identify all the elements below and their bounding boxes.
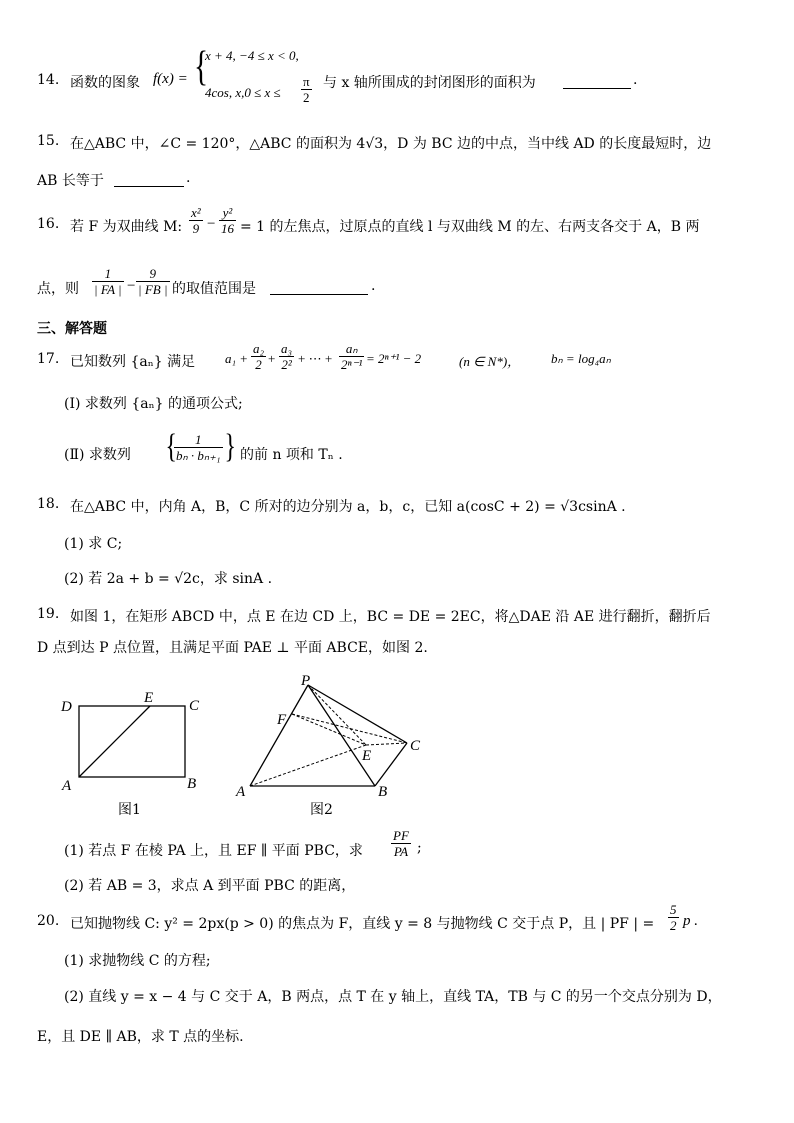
q14-fx: f(x) = xyxy=(153,71,188,87)
q17-part2a: (Ⅱ) 求数列 xyxy=(64,447,131,463)
q16-text-a: 若 F 为双曲线 M: xyxy=(70,219,183,235)
q17-dots: + ⋯ + xyxy=(298,351,333,366)
q19-line1: 如图 1，在矩形 ABCD 中，点 E 在边 CD 上，BC = DE = 2EC，将△DAE 沿 AE 进行翻折，翻折后 xyxy=(70,609,711,625)
q14-pi: π xyxy=(303,74,310,89)
q17-one: 1 xyxy=(174,432,223,448)
q19-part1-end: ; xyxy=(417,840,422,856)
q14-case2: 4cos, x,0 ≤ x ≤ xyxy=(205,85,281,100)
q16-n9: 9 xyxy=(136,266,170,282)
q17-f1: a₁ + xyxy=(225,351,249,366)
q17-n2: a₂ xyxy=(253,341,265,356)
q19-pa: PA xyxy=(393,844,409,859)
q20-frac-5-2 xyxy=(668,902,679,933)
q16-d16: 16 xyxy=(221,221,234,236)
q17-d2: 2 xyxy=(255,357,262,372)
q20-number: 20. xyxy=(37,913,60,929)
q15-end: . xyxy=(186,170,191,186)
q20-two: 2 xyxy=(670,918,677,933)
fig2-edge-bc xyxy=(375,743,407,786)
q18-part2: (2) 若 2a + b = √2c，求 sinA . xyxy=(64,571,273,587)
q17-rhs: = 2ⁿ⁺¹ − 2 xyxy=(366,351,422,366)
fig1-segment-ae xyxy=(79,706,150,777)
q20-five: 5 xyxy=(670,902,677,917)
q14-brace: { xyxy=(194,44,209,90)
q14-number: 14. xyxy=(37,72,60,88)
figure-2 xyxy=(230,670,430,822)
fig1-label-b: B xyxy=(187,776,197,792)
q16-end: . xyxy=(371,278,376,294)
q17-d3: 2² xyxy=(281,357,292,372)
q19-line2: D 点到达 P 点位置，且满足平面 PAE ⊥ 平面 ABCE，如图 2. xyxy=(37,640,428,656)
q20-part2-cont: E，且 DE ∥ AB，求 T 点的坐标. xyxy=(37,1029,244,1045)
fig2-edge-ae xyxy=(250,745,366,786)
q16-text-b: = 1 的左焦点，过原点的直线 l 与双曲线 M 的左、右两支各交于 A，B 两 xyxy=(240,219,700,235)
q16-text-d: 的取值范围是 xyxy=(172,281,256,297)
q19-frac-pf-pa xyxy=(391,828,411,859)
q20-text-a: 已知抛物线 C: y² = 2px(p > 0) 的焦点为 F，直线 y = 8 与抛物线 C 交于点 P，且 | PF | = xyxy=(70,916,655,932)
q17-n3: a₃ xyxy=(281,341,293,356)
q16-frac-y xyxy=(219,205,236,236)
fig1-label-a: A xyxy=(62,778,72,794)
fig1-label-e: E xyxy=(144,690,154,706)
q14-case1: x + 4, −4 ≤ x < 0, xyxy=(205,48,299,63)
q17-frac-an xyxy=(339,341,364,372)
fig2-edge-fe xyxy=(292,714,366,745)
q17-nn: aₙ xyxy=(339,341,364,357)
q17-frac-a2 xyxy=(251,341,266,372)
q16-answer-blank[interactable] xyxy=(270,280,368,295)
q16-frac-fa xyxy=(92,266,124,297)
q17-part1: (Ⅰ) 求数列 {aₙ} 的通项公式; xyxy=(64,396,243,412)
q14-pi-frac xyxy=(301,74,312,105)
q15-number: 15. xyxy=(37,133,60,149)
fig2-label-e: E xyxy=(362,748,372,764)
q19-part1: (1) 若点 F 在棱 PA 上，且 EF ∥ 平面 PBC，求 xyxy=(64,843,363,859)
q17-rbrace: } xyxy=(224,428,236,465)
fig2-edge-ec xyxy=(366,743,407,745)
q17-frac-bn xyxy=(174,432,223,463)
q14-text-post: 与 x 轴所围成的封闭图形的面积为 xyxy=(323,75,536,91)
q20-text-b: p . xyxy=(683,913,698,929)
q16-d9: 9 xyxy=(192,221,200,236)
fig2-edge-pe xyxy=(308,685,366,745)
fig2-edge-pb xyxy=(308,685,375,786)
q15-line1: 在△ABC 中，∠C = 120°，△ABC 的面积为 4√3，D 为 BC 边的中点，当中线 AD 的长度最短时，边 xyxy=(70,136,712,152)
fig1-label-d: D xyxy=(61,699,72,715)
q15-line2: AB 长等于 xyxy=(37,173,104,189)
q18-number: 18. xyxy=(37,496,60,512)
fig1-rectangle xyxy=(79,706,185,777)
q16-frac-fb xyxy=(136,266,170,297)
q17-dn: 2ⁿ⁻¹ xyxy=(341,357,363,372)
q17-lbrace: { xyxy=(165,428,177,465)
q18-text: 在△ABC 中，内角 A，B，C 所对的边分别为 a，b，c，已知 a(cosC + 2) = √3csinA . xyxy=(70,499,626,515)
q16-minus2: − xyxy=(127,278,136,294)
q14-answer-blank[interactable] xyxy=(563,74,631,89)
q16-fb: | FB | xyxy=(138,282,168,297)
fig1-label-c: C xyxy=(189,698,200,714)
fig2-edge-pc xyxy=(308,685,407,743)
q19-part2: (2) 若 AB = 3，求点 A 到平面 PBC 的距离， xyxy=(64,878,356,894)
q16-y2: y² xyxy=(219,205,236,221)
fig2-label-p: P xyxy=(301,673,311,689)
q17-text-a: 已知数列 {aₙ} 满足 xyxy=(70,354,196,370)
q20-part1: (1) 求抛物线 C 的方程; xyxy=(64,953,211,969)
fig1-caption: 图1 xyxy=(118,802,141,818)
q16-frac-x xyxy=(189,205,203,236)
q16-minus: − xyxy=(207,216,216,232)
q17-den: bₙ · bₙ₊₁ xyxy=(176,448,221,463)
q17-part2b: 的前 n 项和 Tₙ . xyxy=(240,447,343,463)
q17-cond: (n ∈ N*)， xyxy=(459,354,521,369)
q19-pf: PF xyxy=(393,828,409,843)
q20-part2: (2) 直线 y = x − 4 与 C 交于 A，B 两点，点 T 在 y 轴上，直线 TA，TB 与 C 的另一个交点分别为 D， xyxy=(64,989,722,1005)
section-heading-3: 三、解答题 xyxy=(37,321,107,337)
figure-1 xyxy=(55,686,215,821)
q14-text-pre: 函数的图象 xyxy=(70,75,140,91)
q16-x2: x² xyxy=(191,205,201,220)
q17-bn: bₙ = log₄aₙ xyxy=(551,351,611,366)
fig2-label-f: F xyxy=(277,712,287,728)
fig2-label-c: C xyxy=(410,738,421,754)
q17-plus: + xyxy=(268,351,276,366)
q17-number: 17. xyxy=(37,351,60,367)
q14-two: 2 xyxy=(303,90,310,105)
q19-number: 19. xyxy=(37,606,60,622)
q18-part1: (1) 求 C; xyxy=(64,536,123,552)
q16-fa: | FA | xyxy=(94,282,122,297)
q15-answer-blank[interactable] xyxy=(114,172,184,187)
fig2-label-a: A xyxy=(236,784,246,800)
q17-frac-a3 xyxy=(279,341,294,372)
fig2-edge-pa xyxy=(250,685,308,786)
fig2-label-b: B xyxy=(378,784,388,800)
q16-number: 16. xyxy=(37,216,60,232)
q16-n1: 1 xyxy=(92,266,124,282)
q14-end: . xyxy=(633,72,638,88)
q16-text-c: 点，则 xyxy=(37,281,79,297)
fig2-caption: 图2 xyxy=(310,802,333,818)
